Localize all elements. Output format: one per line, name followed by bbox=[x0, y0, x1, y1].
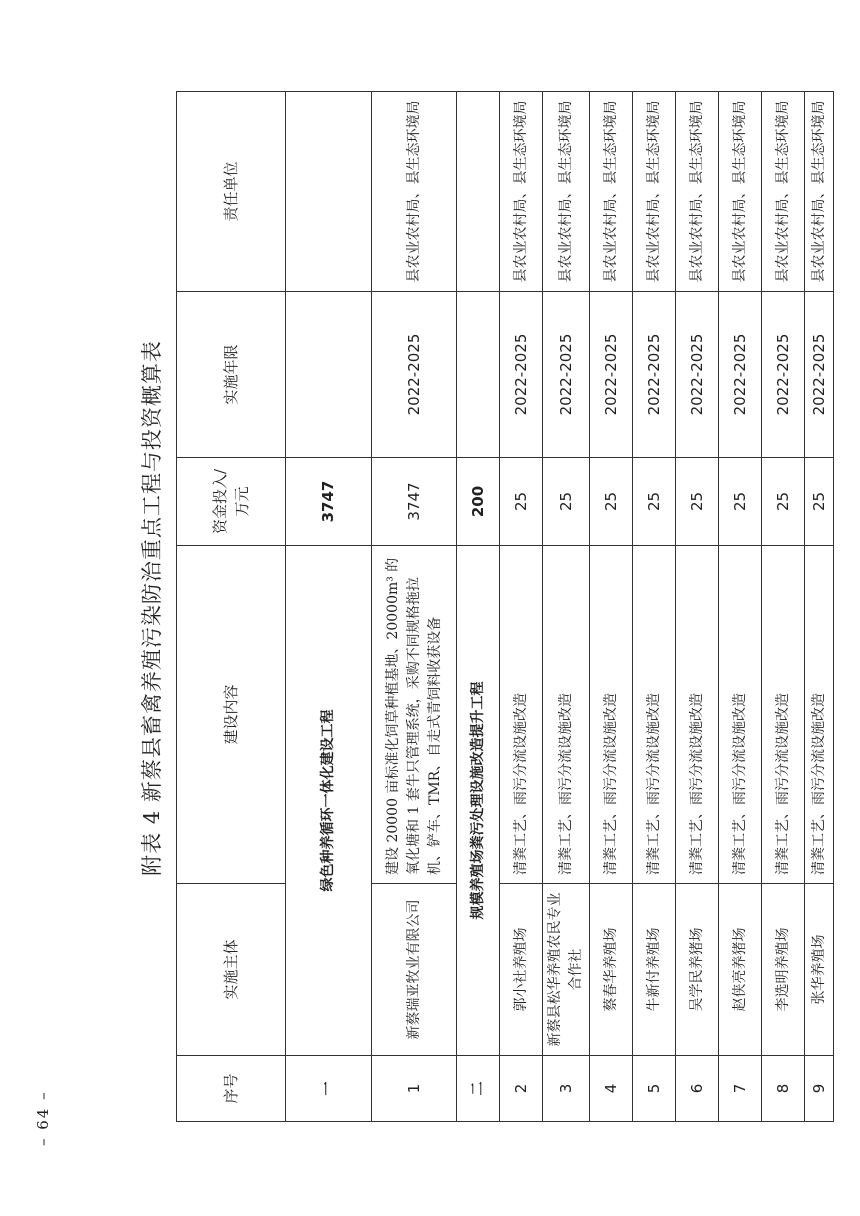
row-unit: 县农业农村局、县生态环境局 bbox=[676, 92, 719, 292]
header-period: 实施年限 bbox=[177, 292, 286, 458]
row-index: 5 bbox=[633, 1056, 676, 1122]
row-investment: 25 bbox=[543, 458, 590, 546]
row-unit: 县农业农村局、县生态环境局 bbox=[762, 92, 805, 292]
row-index: 3 bbox=[543, 1056, 590, 1122]
row-unit: 县农业农村局、县生态环境局 bbox=[543, 92, 590, 292]
row-content: 清粪工艺、雨污分流设施改造 bbox=[805, 546, 834, 884]
header-row bbox=[177, 92, 286, 1122]
row-index: 8 bbox=[762, 1056, 805, 1122]
header-investment: 资金投入/万元 bbox=[177, 458, 286, 546]
row-unit: 县农业农村局、县生态环境局 bbox=[372, 92, 457, 292]
row-investment: 25 bbox=[805, 458, 834, 546]
row-content: 清粪工艺、雨污分流设施改造 bbox=[719, 546, 762, 884]
table-row bbox=[500, 92, 543, 1122]
section-investment: 3747 bbox=[286, 458, 372, 546]
row-entity: 新蔡瑞亚牧业有限公司 bbox=[372, 884, 457, 1056]
row-period: 2022-2025 bbox=[676, 292, 719, 458]
row-investment: 25 bbox=[633, 458, 676, 546]
section-row bbox=[457, 92, 500, 1122]
row-content: 清粪工艺、雨污分流设施改造 bbox=[633, 546, 676, 884]
row-unit: 县农业农村局、县生态环境局 bbox=[500, 92, 543, 292]
row-entity: 郭小社养殖场 bbox=[500, 884, 543, 1056]
row-entity: 蔡春华养殖场 bbox=[590, 884, 633, 1056]
row-index: 1 bbox=[372, 1056, 457, 1122]
page-number: – 64 – bbox=[34, 1090, 52, 1146]
header-unit: 责任单位 bbox=[177, 92, 286, 292]
row-unit: 县农业农村局、县生态环境局 bbox=[719, 92, 762, 292]
row-period: 2022-2025 bbox=[719, 292, 762, 458]
table-row bbox=[590, 92, 633, 1122]
table-row bbox=[543, 92, 590, 1122]
row-content: 清粪工艺、雨污分流设施改造 bbox=[676, 546, 719, 884]
row-entity: 李选明养殖场 bbox=[762, 884, 805, 1056]
table-row bbox=[372, 92, 457, 1122]
section-index: 一 bbox=[286, 1056, 372, 1122]
row-investment: 25 bbox=[762, 458, 805, 546]
row-index: 9 bbox=[805, 1056, 834, 1122]
table-row bbox=[805, 92, 834, 1122]
row-content: 清粪工艺、雨污分流设施改造 bbox=[762, 546, 805, 884]
section-title: 规模养殖场粪污处理设施改造提升工程 bbox=[457, 546, 500, 1056]
table-row bbox=[762, 92, 805, 1122]
row-investment: 25 bbox=[719, 458, 762, 546]
row-investment: 25 bbox=[500, 458, 543, 546]
row-period: 2022-2025 bbox=[500, 292, 543, 458]
row-entity: 新蔡县松华养殖农民专业合作社 bbox=[543, 884, 590, 1056]
row-period: 2022-2025 bbox=[372, 292, 457, 458]
row-period: 2022-2025 bbox=[633, 292, 676, 458]
row-index: 4 bbox=[590, 1056, 633, 1122]
row-content: 清粪工艺、雨污分流设施改造 bbox=[590, 546, 633, 884]
row-entity: 赵侠亮养猪场 bbox=[719, 884, 762, 1056]
row-index: 6 bbox=[676, 1056, 719, 1122]
row-period: 2022-2025 bbox=[805, 292, 834, 458]
investment-table bbox=[176, 91, 834, 1122]
row-entity: 张华养殖场 bbox=[805, 884, 834, 1056]
row-entity: 牛新付养殖场 bbox=[633, 884, 676, 1056]
row-unit: 县农业农村局、县生态环境局 bbox=[590, 92, 633, 292]
section-index: 二 bbox=[457, 1056, 500, 1122]
header-content: 建设内容 bbox=[177, 546, 286, 884]
row-index: 7 bbox=[719, 1056, 762, 1122]
row-investment: 25 bbox=[676, 458, 719, 546]
row-content: 清粪工艺、雨污分流设施改造 bbox=[543, 546, 590, 884]
document-title: 附表 4 新蔡县畜禽养殖污染防治重点工程与投资概算表 bbox=[140, 340, 164, 876]
row-period: 2022-2025 bbox=[762, 292, 805, 458]
row-period: 2022-2025 bbox=[590, 292, 633, 458]
row-content: 清粪工艺、雨污分流设施改造 bbox=[500, 546, 543, 884]
section-row bbox=[286, 92, 372, 1122]
section-title: 绿色种养循环一体化建设工程 bbox=[286, 546, 372, 1056]
table-row bbox=[676, 92, 719, 1122]
row-unit: 县农业农村局、县生态环境局 bbox=[805, 92, 834, 292]
row-index: 2 bbox=[500, 1056, 543, 1122]
row-period: 2022-2025 bbox=[543, 292, 590, 458]
section-investment: 200 bbox=[457, 458, 500, 546]
header-index: 序号 bbox=[177, 1056, 286, 1122]
table-row bbox=[719, 92, 762, 1122]
row-content: 建设 20000 亩标准化饲草种植基地、20000m³ 的氧化塘和 1 套牛只管理系统，采购不同规格拖拉机、铲车、TMR、自走式青饲料收获设备 bbox=[372, 546, 457, 884]
row-unit: 县农业农村局、县生态环境局 bbox=[633, 92, 676, 292]
table-row bbox=[633, 92, 676, 1122]
header-entity: 实施主体 bbox=[177, 884, 286, 1056]
row-entity: 吴学民养猪场 bbox=[676, 884, 719, 1056]
row-investment: 25 bbox=[590, 458, 633, 546]
row-investment: 3747 bbox=[372, 458, 457, 546]
